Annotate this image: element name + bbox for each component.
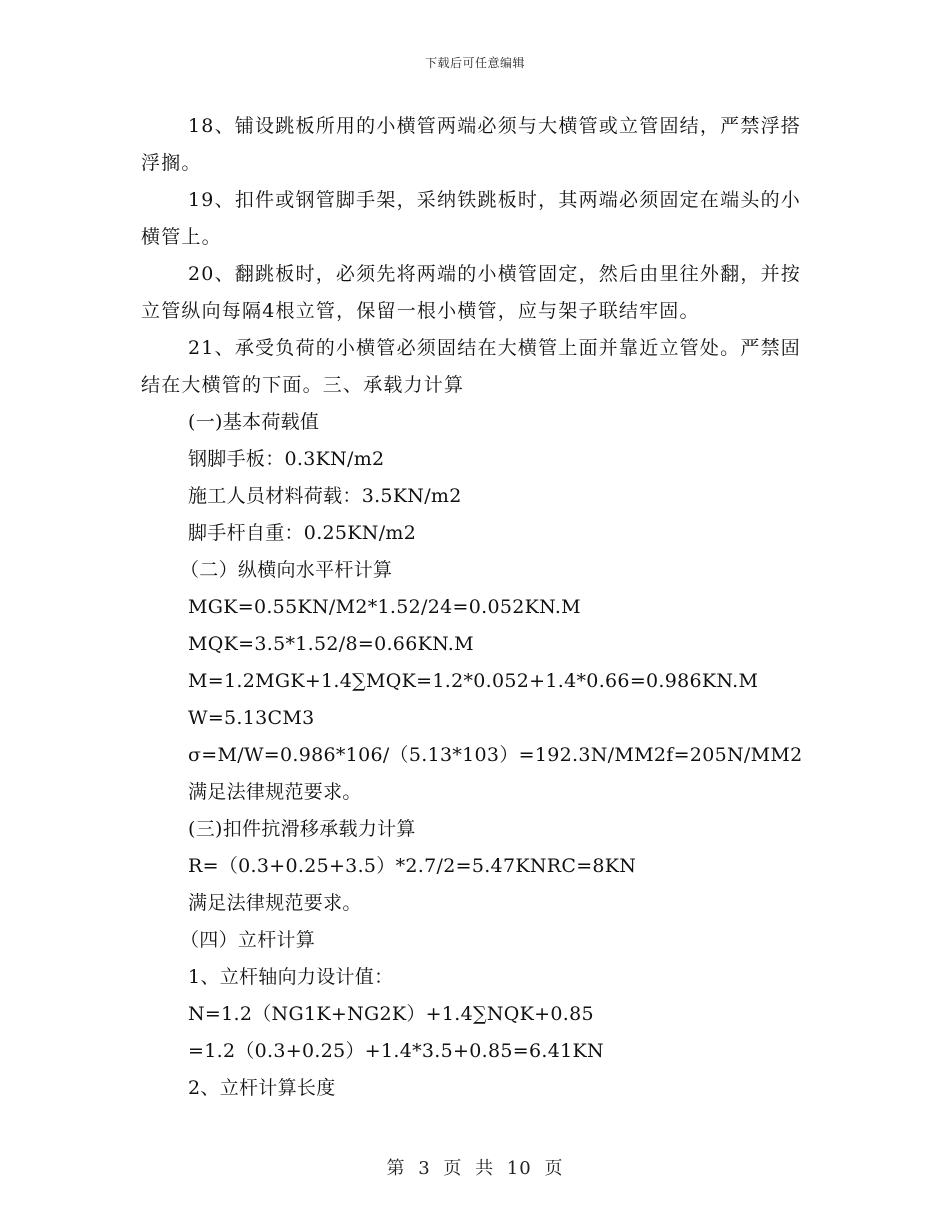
formula-sigma: σ=M/W=0.986*106/（5.13*103）=192.3N/MM2f=205N/MM2 (188, 744, 803, 766)
document-body (141, 108, 801, 1107)
formula-mgk: MGK=0.55KN/M2*1.52/24=0.052KN.M (188, 596, 581, 618)
heading-horizontal-bar: （二）纵横向水平杆计算 (180, 559, 393, 581)
paragraph-21: 21、承受负荷的小横管必须固结在大横管上面并靠近立管处。严禁固结在大横管的下面。三、承载力计算 (141, 337, 801, 396)
formula-n-result: =1.2（0.3+0.25）+1.4*3.5+0.85=6.41KN (188, 1040, 604, 1062)
load-steel-board: 钢脚手板：0.3KN/m2 (188, 448, 385, 470)
conclusion-2: 满足法律规范要求。 (188, 892, 362, 914)
paragraph-20: 20、翻跳板时，必须先将两端的小横管固定，然后由里往外翻，并按立管纵向每隔4根立管，保留一根小横管，应与架子联结牢固。 (141, 263, 801, 322)
item-axial-force: 1、立杆轴向力设计值： (188, 966, 394, 988)
formula-mqk: MQK=3.5*1.52/8=0.66KN.M (188, 633, 474, 655)
heading-fastener: (三)扣件抗滑移承载力计算 (188, 818, 416, 840)
formula-m: M=1.2MGK+1.4∑MQK=1.2*0.052+1.4*0.66=0.986KN.M (188, 670, 759, 692)
item-calc-length: 2、立杆计算长度 (188, 1077, 336, 1099)
page-header: 下载后可任意编辑 (424, 56, 525, 70)
formula-n: N=1.2（NG1K+NG2K）+1.4∑NQK+0.85 (188, 1003, 594, 1025)
heading-basic-load: (一)基本荷载值 (188, 411, 320, 433)
page-footer: 第 3 页 共 10 页 (386, 1158, 564, 1179)
conclusion-1: 满足法律规范要求。 (188, 781, 362, 803)
load-pole-weight: 脚手杆自重：0.25KN/m2 (188, 522, 417, 544)
paragraph-18: 18、铺设跳板所用的小横管两端必须与大横管或立管固结，严禁浮搭浮搁。 (141, 115, 801, 174)
load-workers-materials: 施工人员材料荷载：3.5KN/m2 (188, 485, 462, 507)
formula-r: R=（0.3+0.25+3.5）*2.7/2=5.47KNRC=8KN (188, 855, 637, 877)
formula-w: W=5.13CM3 (188, 707, 315, 729)
paragraph-19: 19、扣件或钢管脚手架，采纳铁跳板时，其两端必须固定在端头的小横管上。 (141, 189, 801, 248)
heading-upright: （四）立杆计算 (180, 929, 316, 951)
